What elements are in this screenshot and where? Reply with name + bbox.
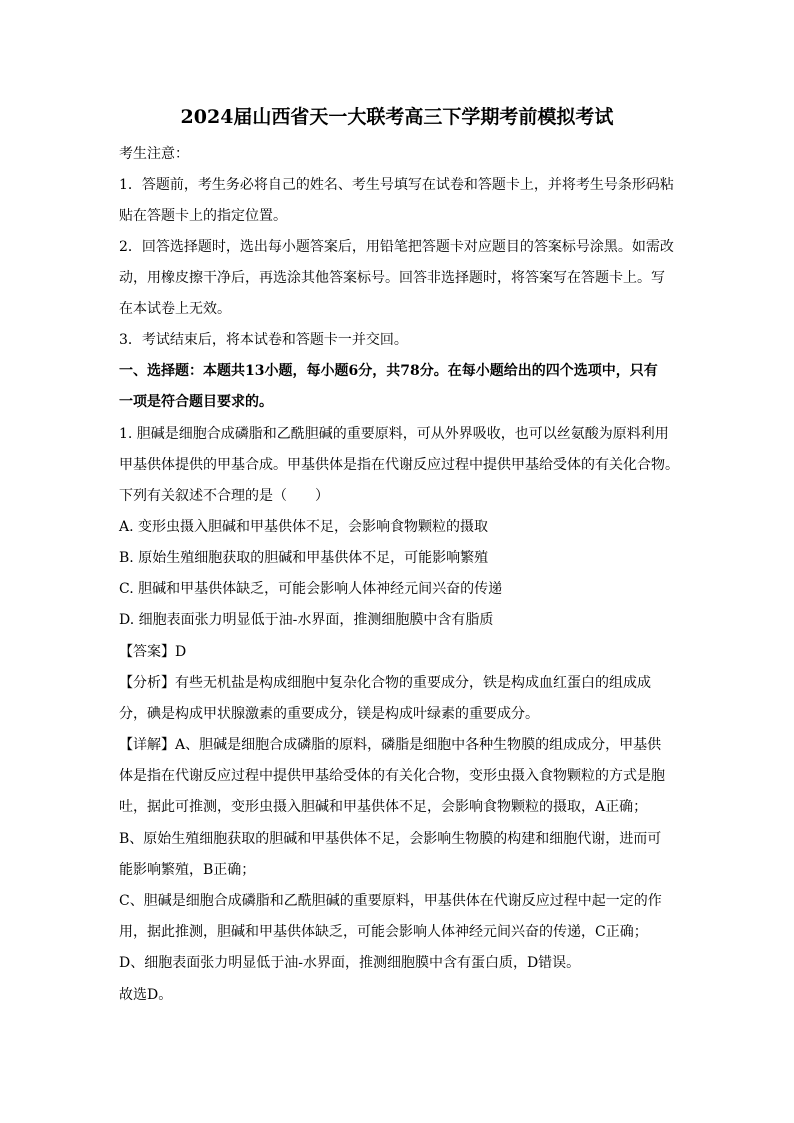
notice-line: 3．考试结束后，将本试卷和答题卡一并交回。 <box>119 332 408 348</box>
detail-line: 用，据此推测，胆碱和甲基供体缺乏，可能会影响人体神经元间兴奋的传递，C正确； <box>119 924 648 940</box>
notice-line: 动，用橡皮擦干净后，再选涂其他答案标号。回答非选择题时，将答案写在答题卡上。写 <box>119 270 665 286</box>
question-stem-line: 甲基供体提供的甲基合成。甲基供体是指在代谢反应过程中提供甲基给受体的有关化合物。 <box>119 457 679 473</box>
detail-line: 能影响繁殖，B正确； <box>119 862 256 878</box>
notice-heading: 考生注意： <box>119 146 189 162</box>
option-d: D. 细胞表面张力明显低于油-水界面，推测细胞膜中含有脂质 <box>119 612 494 628</box>
question-stem-line: 1. 胆碱是细胞合成磷脂和乙酰胆碱的重要原料，可从外界吸收，也可以丝氨酸为原料利用 <box>119 426 669 442</box>
notice-line: 2．回答选择题时，选出每小题答案后，用铅笔把答题卡对应题目的答案标号涂黑。如需改 <box>119 239 674 255</box>
section-heading-line: 一、选择题：本题共13小题，每小题6分，共78分。在每小题给出的四个选项中，只有 <box>119 363 658 379</box>
question-stem-line: 下列有关叙述不合理的是（ ） <box>119 488 329 504</box>
detail-line: 吐，据此可推测，变形虫摄入胆碱和甲基供体不足，会影响食物颗粒的摄取，A正确； <box>119 799 648 815</box>
detail-line: 【详解】A、胆碱是细胞合成磷脂的原料，磷脂是细胞中各种生物膜的组成成分，甲基供 <box>119 737 662 753</box>
detail-line: B、原始生殖细胞获取的胆碱和甲基供体不足，会影响生物膜的构建和细胞代谢，进而可 <box>119 831 662 847</box>
analysis-line: 分，碘是构成甲状腺激素的重要成分，镁是构成叶绿素的重要成分。 <box>119 706 539 722</box>
notice-line: 贴在答题卡上的指定位置。 <box>119 208 287 224</box>
option-a: A. 变形虫摄入胆碱和甲基供体不足，会影响食物颗粒的摄取 <box>119 519 489 535</box>
notice-line: 1．答题前，考生务必将自己的姓名、考生号填写在试卷和答题卡上，并将考生号条形码粘 <box>119 177 674 193</box>
detail-line: 体是指在代谢反应过程中提供甲基给受体的有关化合物，变形虫摄入食物颗粒的方式是胞 <box>119 768 665 784</box>
answer-line: 【答案】D <box>119 644 187 660</box>
option-b: B. 原始生殖细胞获取的胆碱和甲基供体不足，可能影响繁殖 <box>119 550 489 566</box>
analysis-line: 【分析】有些无机盐是构成细胞中复杂化合物的重要成分，铁是构成血红蛋白的组成成 <box>119 675 651 691</box>
detail-line: 故选D。 <box>119 987 173 1003</box>
notice-line: 在本试卷上无效。 <box>119 301 231 317</box>
option-c: C. 胆碱和甲基供体缺乏，可能会影响人体神经元间兴奋的传递 <box>119 581 503 597</box>
detail-line: C、胆碱是细胞合成磷脂和乙酰胆碱的重要原料，甲基供体在代谢反应过程中起一定的作 <box>119 893 662 909</box>
detail-line: D、细胞表面张力明显低于油-水界面，推测细胞膜中含有蛋白质，D错误。 <box>119 955 581 971</box>
exam-title: 2024届山西省天一大联考高三下学期考前模拟考试 <box>180 106 614 128</box>
section-heading-line: 一项是符合题目要求的。 <box>119 394 273 410</box>
